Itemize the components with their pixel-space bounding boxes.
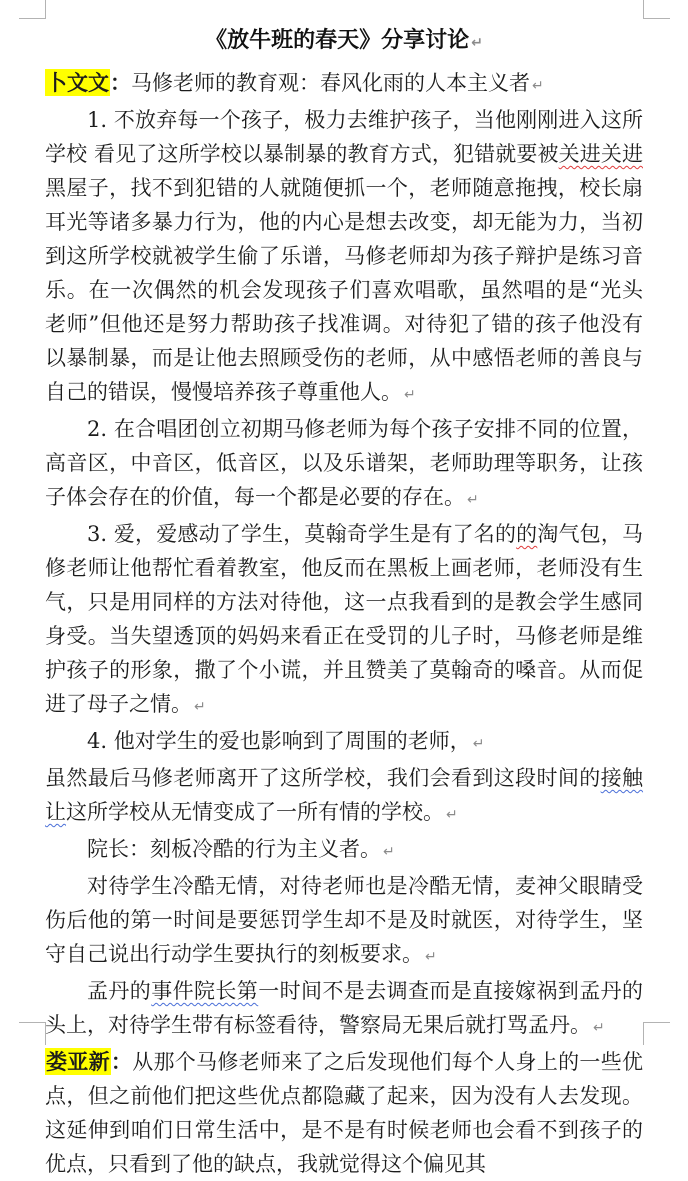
text-segment: 4. 他对学生的爱也影响到了周围的老师， [87, 729, 471, 753]
text-segment: 淘气包，马修老师让他帮忙看着教室，他反而在黑板上画老师，老师没有生气，只是用同样的方法对待他，这一点我看到的是教会学生感同身受。当失望透顶的妈妈来看正在受罚的儿子时，马修老师是维护孩子的形象，撒了个小谎，并且赞美了莫翰奇的嗓音。从而促进了母子之情。 [45, 522, 643, 716]
paragraph-point-4[interactable] [45, 724, 643, 761]
text-segment: 从那个马修老师来了之后发现他们每个人身上的一些优点，但之前他们把这些优点都隐藏了起来，因为没有人去发现。这延伸到咱们日常生活中，是不是有时候老师也会看不到孩子的优点，只看到了他的缺点，我就觉得这个偏见其 [45, 1050, 644, 1176]
paragraph-dean-1[interactable] [45, 869, 643, 974]
margin-mark-bottom-left-icon [19, 1022, 46, 1045]
text-segment: 对待学生冷酷无情，对待老师也是冷酷无情，麦神父眼睛受伤后他的第一时间是要惩罚学生却不是及时就医，对待学生，坚守自己说出行动学生要执行的刻板要求。 [45, 874, 643, 966]
paragraph-mark: ↵ [532, 78, 544, 94]
text-segment: 一时间不是去调查而是直接嫁祸到孟丹的头上，对待学生带有标签看待，警察局无果后就打骂孟丹。 [45, 979, 644, 1037]
text-segment: 1. 不放弃每一个孩子，极力去维护孩子，当他刚刚进入这所学校 看见了这所学校以暴制暴的教育方式，犯错就要被 [45, 108, 643, 166]
highlighted-speaker-name: 卜文文 [46, 70, 109, 95]
paragraph-mark: ↵ [446, 807, 458, 823]
paragraph-mark: ↵ [467, 492, 479, 508]
paragraph-mark: ↵ [425, 949, 437, 965]
speaker-paragraph-buwenwen[interactable] [45, 66, 643, 103]
paragraph-mark: ↵ [471, 35, 483, 51]
grammar-error-text: 接触让 [45, 766, 644, 824]
paragraph-mark: ↵ [593, 1020, 605, 1036]
text-segment: 院长：刻板冷酷的行为主义者。 [87, 837, 381, 861]
spelling-error-text: 关进关进 [558, 142, 643, 166]
text-segment: 孟丹的 [87, 979, 152, 1003]
text-segment: 马修老师的教育观：春风化雨的人本主义者 [131, 71, 530, 95]
paragraph-mark: ↵ [472, 736, 485, 752]
document-title[interactable] [45, 20, 643, 63]
paragraph-point-2[interactable] [45, 412, 643, 517]
paragraph-mark: ↵ [383, 844, 395, 860]
text-segment: 这所学校从无情变成了一所有情的学校。 [66, 800, 444, 824]
paragraph-mark: ↵ [404, 387, 416, 403]
margin-mark-top-right-icon [643, 0, 670, 19]
text-segment: 2. 在合唱团创立初期马修老师为每个孩子安排不同的位置，高音区，中音区，低音区，以及乐谱架，老师助理等职务，让孩子体会存在的价值，每一个都是必要的存在。 [45, 417, 643, 509]
text-segment: 3. 爱，爱感动了学生，莫翰奇学生是有了名的 [87, 522, 517, 546]
paragraph-point-4-continued[interactable] [45, 761, 643, 832]
document-body [45, 66, 643, 1181]
paragraph-point-1[interactable] [45, 103, 643, 412]
paragraph-dean-2[interactable] [45, 974, 643, 1045]
margin-mark-bottom-right-icon [643, 1022, 670, 1045]
text-segment: ： [110, 70, 131, 95]
paragraph-mark: ↵ [194, 699, 206, 715]
document-title-text: 《放牛班的春天》分享讨论 [205, 27, 470, 53]
grammar-error-text: 事件院长第 [151, 979, 259, 1003]
margin-mark-top-left-icon [19, 0, 46, 19]
document-content[interactable] [45, 20, 643, 1181]
text-segment: 黑屋子，找不到犯错的人就随便抓一个，老师随意拖拽，校长扇耳光等诸多暴力行为，他的内心是想去改变，却无能为力，当初到这所学校就被学生偷了乐谱，马修老师却为孩子辩护是练习音乐。在一次偶然的机会发现孩子们喜欢唱歌，虽然唱的是“光头老师”但他还是努力帮助孩子找准调。对待犯了错的孩子他没有以暴制暴，而是让他去照顾受伤的老师，从中感悟老师的善良与自己的错误，慢慢培养孩子尊重他人。 [45, 176, 643, 404]
paragraph-dean-heading[interactable] [45, 832, 643, 869]
text-segment: ： [110, 1049, 133, 1074]
text-segment: 虽然最后马修老师离开了这所学校，我们会看到这段时间的 [45, 766, 601, 790]
speaker-paragraph-louyaxin[interactable] [45, 1045, 643, 1181]
paragraph-point-3[interactable] [45, 517, 643, 724]
highlighted-speaker-name: 娄亚新 [46, 1049, 110, 1074]
spelling-error-text: 的 [516, 522, 538, 546]
